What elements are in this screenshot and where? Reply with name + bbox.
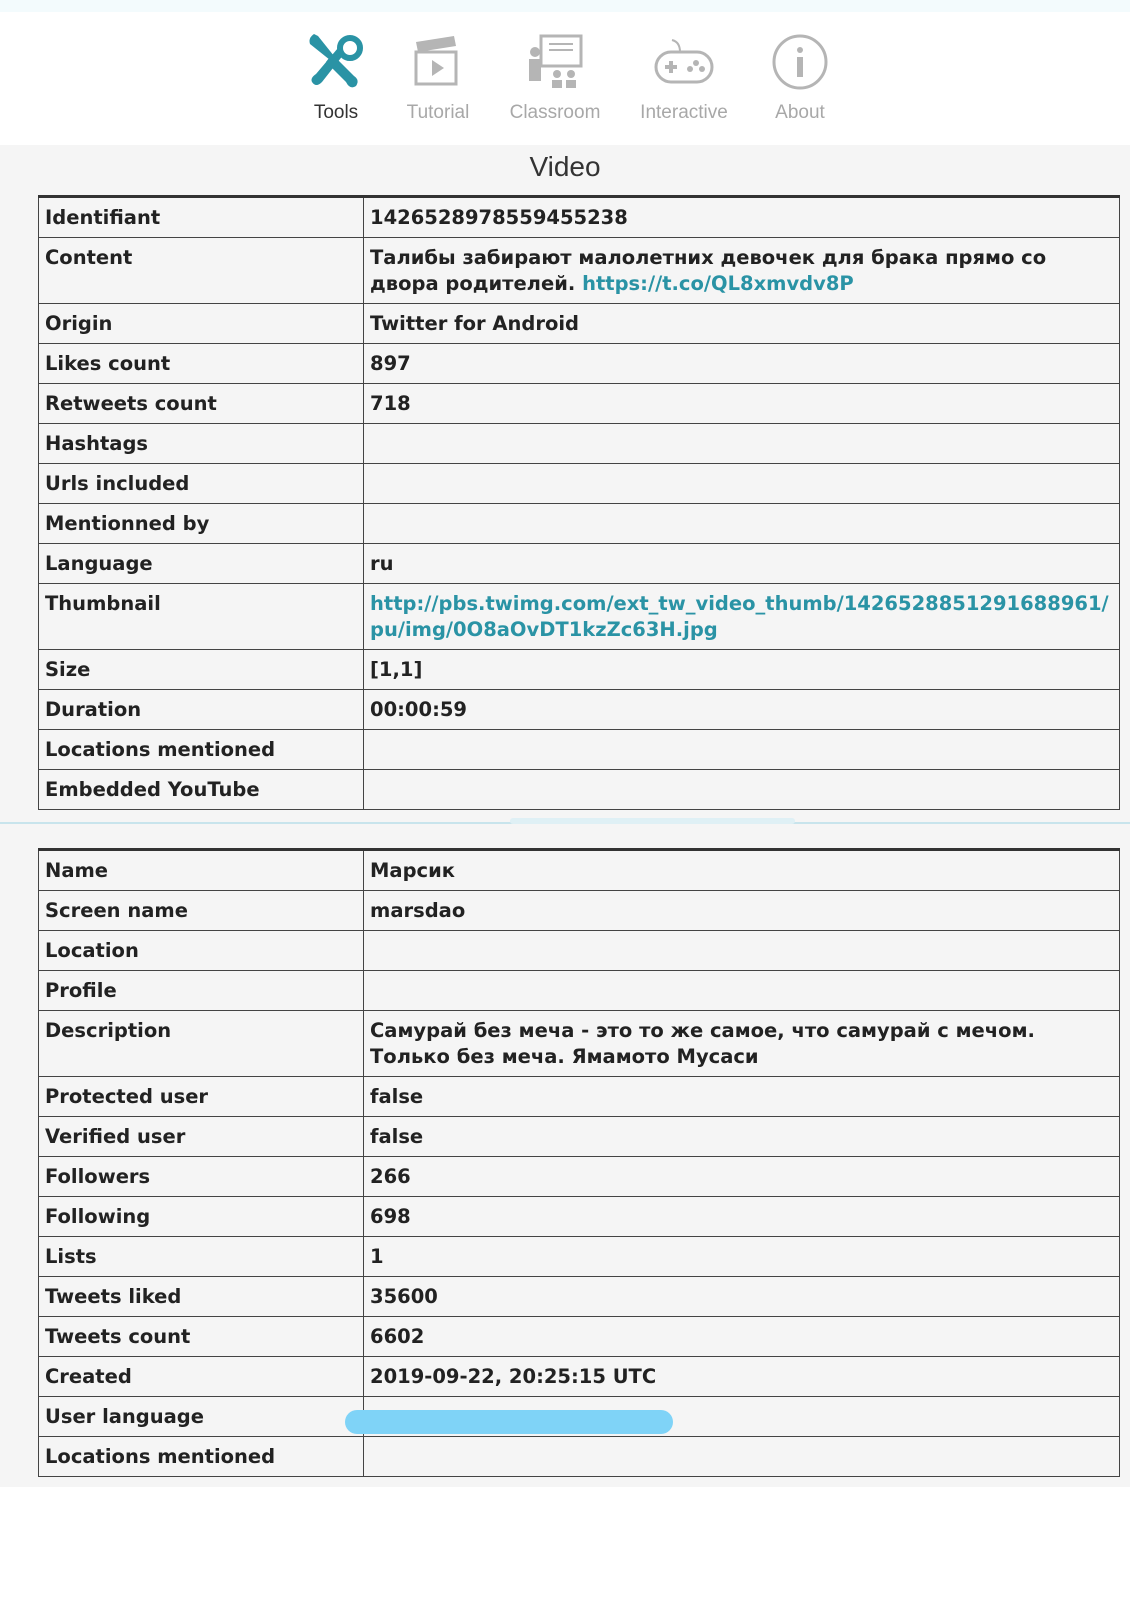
protected-value: false xyxy=(364,1077,1120,1117)
identifiant-value: 1426528978559455238 xyxy=(364,197,1120,238)
top-nav xyxy=(0,12,1130,144)
video-title: Video xyxy=(529,151,601,182)
retweets-value: 718 xyxy=(364,384,1120,424)
table-row xyxy=(39,384,1120,424)
profile-value xyxy=(364,971,1120,1011)
table-row xyxy=(39,504,1120,544)
row-key: Location xyxy=(39,931,364,971)
table-row xyxy=(39,344,1120,384)
table-row xyxy=(39,931,1120,971)
created-value: 2019-09-22, 20:25:15 UTC xyxy=(364,1357,1120,1397)
gamepad-icon xyxy=(652,30,716,94)
locations-value xyxy=(364,730,1120,770)
video-panel xyxy=(0,145,1130,823)
followers-value: 266 xyxy=(364,1157,1120,1197)
user-title-remnant xyxy=(510,818,795,824)
row-key: Likes count xyxy=(39,344,364,384)
content-value xyxy=(364,238,1120,304)
verified-value: false xyxy=(364,1117,1120,1157)
table-row xyxy=(39,584,1120,650)
name-value: Марсик xyxy=(364,850,1120,891)
row-key: Following xyxy=(39,1197,364,1237)
row-key: Mentionned by xyxy=(39,504,364,544)
table-row xyxy=(39,770,1120,810)
nav-item-tutorial[interactable] xyxy=(400,30,476,124)
table-row xyxy=(39,1277,1120,1317)
row-key: Identifiant xyxy=(39,197,364,238)
row-key: Urls included xyxy=(39,464,364,504)
size-value: [1,1] xyxy=(364,650,1120,690)
content-link[interactable]: https://t.co/QL8xmvdv8P xyxy=(582,272,854,295)
row-key: Size xyxy=(39,650,364,690)
tweets-count-value: 6602 xyxy=(364,1317,1120,1357)
row-key: Embedded YouTube xyxy=(39,770,364,810)
nav-item-about[interactable] xyxy=(770,30,830,124)
row-key: Tweets count xyxy=(39,1317,364,1357)
table-row xyxy=(39,1197,1120,1237)
table-row xyxy=(39,971,1120,1011)
table-row xyxy=(39,424,1120,464)
bottom-blank xyxy=(0,1487,1130,1600)
table-row xyxy=(39,730,1120,770)
nav-label-interactive: Interactive xyxy=(640,102,728,123)
clapperboard-icon xyxy=(410,30,466,94)
lists-value: 1 xyxy=(364,1237,1120,1277)
thumbnail-value xyxy=(364,584,1120,650)
user-locations-value xyxy=(364,1437,1120,1477)
row-key: Followers xyxy=(39,1157,364,1197)
table-row xyxy=(39,850,1120,891)
row-key: Hashtags xyxy=(39,424,364,464)
table-row xyxy=(39,650,1120,690)
origin-value: Twitter for Android xyxy=(364,304,1120,344)
table-row xyxy=(39,1357,1120,1397)
row-key: Retweets count xyxy=(39,384,364,424)
row-key: Locations mentioned xyxy=(39,1437,364,1477)
row-key: Content xyxy=(39,238,364,304)
row-key: User language xyxy=(39,1397,364,1437)
table-row xyxy=(39,304,1120,344)
following-value: 698 xyxy=(364,1197,1120,1237)
table-row xyxy=(39,690,1120,730)
row-key: Locations mentioned xyxy=(39,730,364,770)
table-row xyxy=(39,891,1120,931)
screen-name-value: marsdao xyxy=(364,891,1120,931)
table-row xyxy=(39,1237,1120,1277)
table-row xyxy=(39,1011,1120,1077)
row-key: Origin xyxy=(39,304,364,344)
content-text: Талибы забирают малолетних девочек для брака прямо со двора родителей. xyxy=(370,246,1047,295)
urls-value xyxy=(364,464,1120,504)
nav-item-interactive[interactable] xyxy=(636,30,732,124)
nav-label-about: About xyxy=(775,102,825,123)
tweets-liked-value: 35600 xyxy=(364,1277,1120,1317)
nav-item-classroom[interactable] xyxy=(508,30,602,124)
row-key: Thumbnail xyxy=(39,584,364,650)
hashtags-value xyxy=(364,424,1120,464)
row-key: Created xyxy=(39,1357,364,1397)
redaction-mark xyxy=(345,1410,673,1434)
user-panel xyxy=(0,824,1130,1487)
table-row xyxy=(39,1117,1120,1157)
location-value xyxy=(364,931,1120,971)
row-key: Duration xyxy=(39,690,364,730)
row-key: Tweets liked xyxy=(39,1277,364,1317)
table-row xyxy=(39,1437,1120,1477)
nav-label-tutorial: Tutorial xyxy=(406,102,470,123)
table-row xyxy=(39,544,1120,584)
info-icon xyxy=(770,30,830,94)
duration-value: 00:00:59 xyxy=(364,690,1120,730)
row-key: Description xyxy=(39,1011,364,1077)
row-key: Language xyxy=(39,544,364,584)
row-key: Profile xyxy=(39,971,364,1011)
description-value: Самурай без меча - это то же самое, что самурай с мечом. Только без меча. Ямамото Мусаси xyxy=(364,1011,1120,1077)
table-row xyxy=(39,197,1120,238)
video-table xyxy=(38,195,1120,810)
row-key: Screen name xyxy=(39,891,364,931)
nav-label-classroom: Classroom xyxy=(509,102,601,123)
table-row xyxy=(39,1317,1120,1357)
tools-icon xyxy=(304,30,368,94)
row-key: Name xyxy=(39,850,364,891)
mentionned-value xyxy=(364,504,1120,544)
row-key: Protected user xyxy=(39,1077,364,1117)
classroom-icon xyxy=(523,30,587,94)
nav-label-tools: Tools xyxy=(313,102,359,123)
row-key: Lists xyxy=(39,1237,364,1277)
language-value: ru xyxy=(364,544,1120,584)
thumbnail-link[interactable]: http://pbs.twimg.com/ext_tw_video_thumb/1426528851291688961/pu/img/0O8aOvDT1kzZc63H.jpg xyxy=(370,592,1109,641)
table-row xyxy=(39,1157,1120,1197)
table-row xyxy=(39,464,1120,504)
youtube-value xyxy=(364,770,1120,810)
row-key: Verified user xyxy=(39,1117,364,1157)
table-row xyxy=(39,1077,1120,1117)
table-row xyxy=(39,238,1120,304)
user-table xyxy=(38,848,1120,1477)
nav-item-tools[interactable] xyxy=(297,30,375,124)
likes-value: 897 xyxy=(364,344,1120,384)
